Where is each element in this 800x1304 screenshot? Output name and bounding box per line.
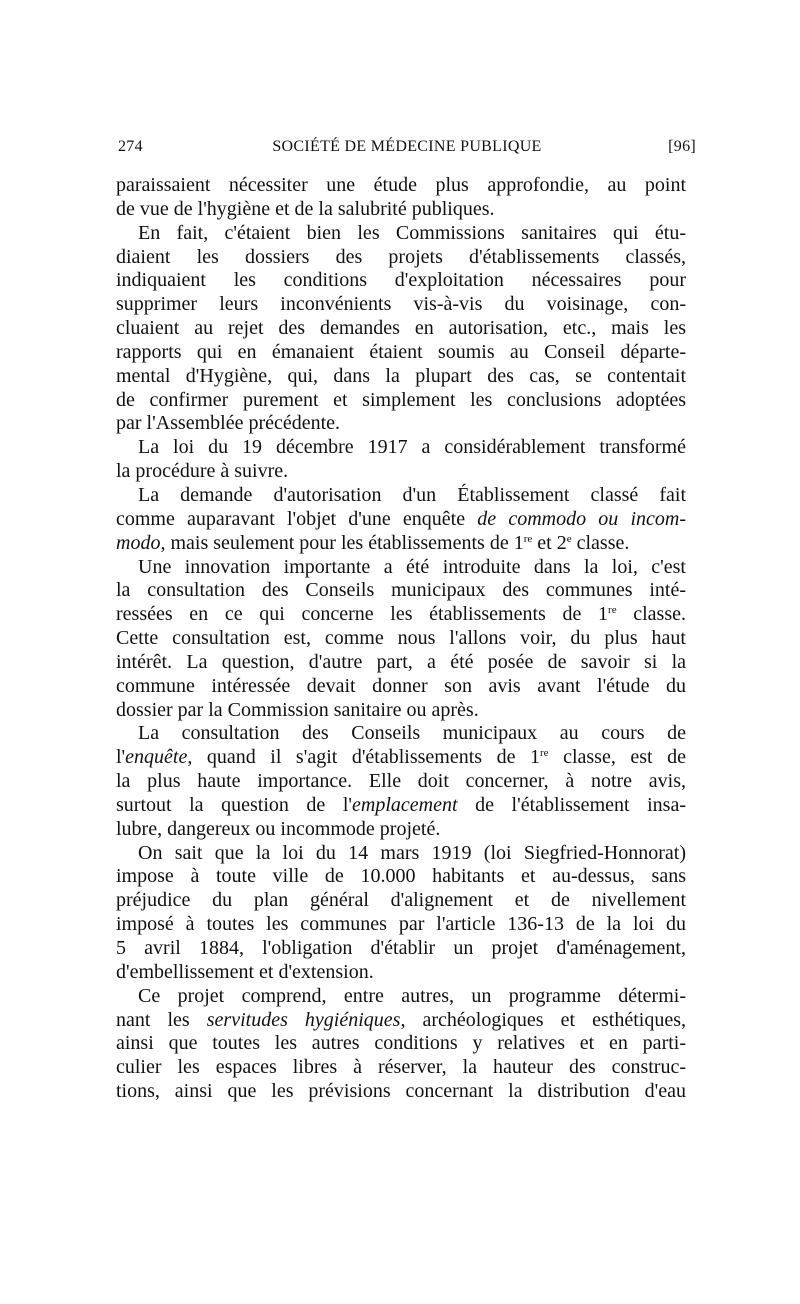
italic-text: enquête: [125, 746, 188, 769]
text-line: la plus haute importance. Elle doit concerner, à notre avis,: [116, 770, 686, 793]
text-line: Cette consultation est, comme nous l'allons voir, du plus haut: [116, 627, 686, 650]
page-number: 274: [118, 138, 143, 155]
text-line: [116, 1009, 686, 1033]
text-line: [116, 603, 686, 627]
text-line: [116, 746, 686, 770]
text-line: La demande d'autorisation d'un Établissement classé fait: [138, 483, 686, 506]
text-line: indiquaient les conditions d'exploitation nécessaires pour: [116, 269, 686, 292]
text-line: On sait que la loi du 14 mars 1919 (loi Siegfried-Honnorat): [138, 841, 686, 864]
ordinal-superscript: re: [608, 604, 617, 617]
text-line: mental d'Hygiène, qui, dans la plupart des cas, se contentait: [116, 364, 686, 387]
body-text: [116, 174, 686, 1104]
text-line: diaient les dossiers des projets d'établissements classés,: [116, 245, 686, 268]
text-line: En fait, c'étaient bien les Commissions sanitaires qui étu-: [138, 221, 686, 244]
text-run: classe.: [616, 603, 686, 626]
italic-text: modo: [116, 531, 161, 554]
text-line: tions, ainsi que les prévisions concernant la distribution d'eau: [116, 1080, 686, 1103]
ordinal-superscript: e: [566, 532, 572, 545]
text-line: La consultation des Conseils municipaux au cours de: [138, 722, 686, 745]
text-run: surtout la question de l': [116, 793, 353, 816]
text-line: culier les espaces libres à réserver, la hauteur des construc-: [116, 1056, 686, 1079]
text-run: classe, est de: [548, 746, 686, 769]
text-line: Une innovation importante a été introduite dans la loi, c'est: [138, 555, 686, 578]
text-line: rapports qui en émanaient étaient soumis au Conseil départe-: [116, 340, 686, 363]
text-line: dossier par la Commission sanitaire ou après.: [116, 698, 479, 721]
text-line: [116, 508, 686, 532]
text-line: commune intéressée devait donner son avis avant l'étude du: [116, 674, 686, 697]
text-line: de vue de l'hygiène et de la salubrité publiques.: [116, 197, 495, 220]
ordinal-superscript: re: [540, 747, 549, 760]
text-run: , archéologiques et esthétiques,: [400, 1008, 686, 1031]
text-line: imposé à toutes les communes par l'article 136-13 de la loi du: [116, 913, 686, 936]
text-run: l': [116, 746, 126, 769]
text-line: intérêt. La question, d'autre part, a été posée de savoir si la: [116, 650, 686, 673]
text-line: préjudice du plan général d'alignement et de nivellement: [116, 889, 686, 912]
text-line: par l'Assemblée précédente.: [116, 412, 341, 435]
text-line: La loi du 19 décembre 1917 a considérablement transformé: [138, 436, 686, 459]
running-title: SOCIÉTÉ DE MÉDECINE PUBLIQUE: [272, 138, 542, 155]
text-run: et 2: [532, 531, 567, 554]
text-line: d'embellissement et d'extension.: [116, 960, 374, 983]
page-header: [118, 138, 696, 164]
text-line: impose à toute ville de 10.000 habitants et au-dessus, sans: [116, 865, 686, 888]
text-line: la consultation des Conseils municipaux des communes inté-: [116, 579, 686, 602]
text-run: , mais seulement pour les établissements de 1: [160, 531, 524, 554]
text-line: Ce projet comprend, entre autres, un programme détermi-: [138, 984, 686, 1007]
text-line: lubre, dangereux ou incommode projeté.: [116, 817, 441, 840]
text-run: , quand il s'agit d'établissements de 1: [187, 746, 541, 769]
text-run: de l'établissement insa-: [457, 793, 686, 816]
text-line: ainsi que toutes les autres conditions y relatives et en parti-: [116, 1032, 686, 1055]
text-run: classe.: [571, 531, 630, 554]
text-line: de confirmer purement et simplement les conclusions adoptées: [116, 388, 686, 411]
text-line: la procédure à suivre.: [116, 460, 289, 483]
text-line: paraissaient nécessiter une étude plus approfondie, au point: [116, 174, 686, 196]
text-line: 5 avril 1884, l'obligation d'établir un projet d'aménagement,: [116, 937, 686, 959]
ordinal-superscript: re: [523, 532, 533, 545]
section-reference: [96]: [668, 138, 696, 155]
text-run: comme auparavant l'objet d'une enquête: [116, 507, 478, 530]
italic-text: servitudes hygiéniques: [206, 1008, 401, 1031]
italic-text: de commodo ou incom-: [477, 507, 686, 530]
italic-text: emplacement: [352, 793, 458, 816]
text-line: cluaient au rejet des demandes en autorisation, etc., mais les: [116, 317, 686, 340]
text-run: nant les: [116, 1008, 207, 1031]
text-line: supprimer leurs inconvénients vis-à-vis du voisinage, con-: [116, 293, 686, 316]
text-run: ressées en ce qui concerne les établissements de 1: [116, 603, 609, 626]
text-line: [116, 532, 686, 556]
text-line: [116, 794, 686, 818]
